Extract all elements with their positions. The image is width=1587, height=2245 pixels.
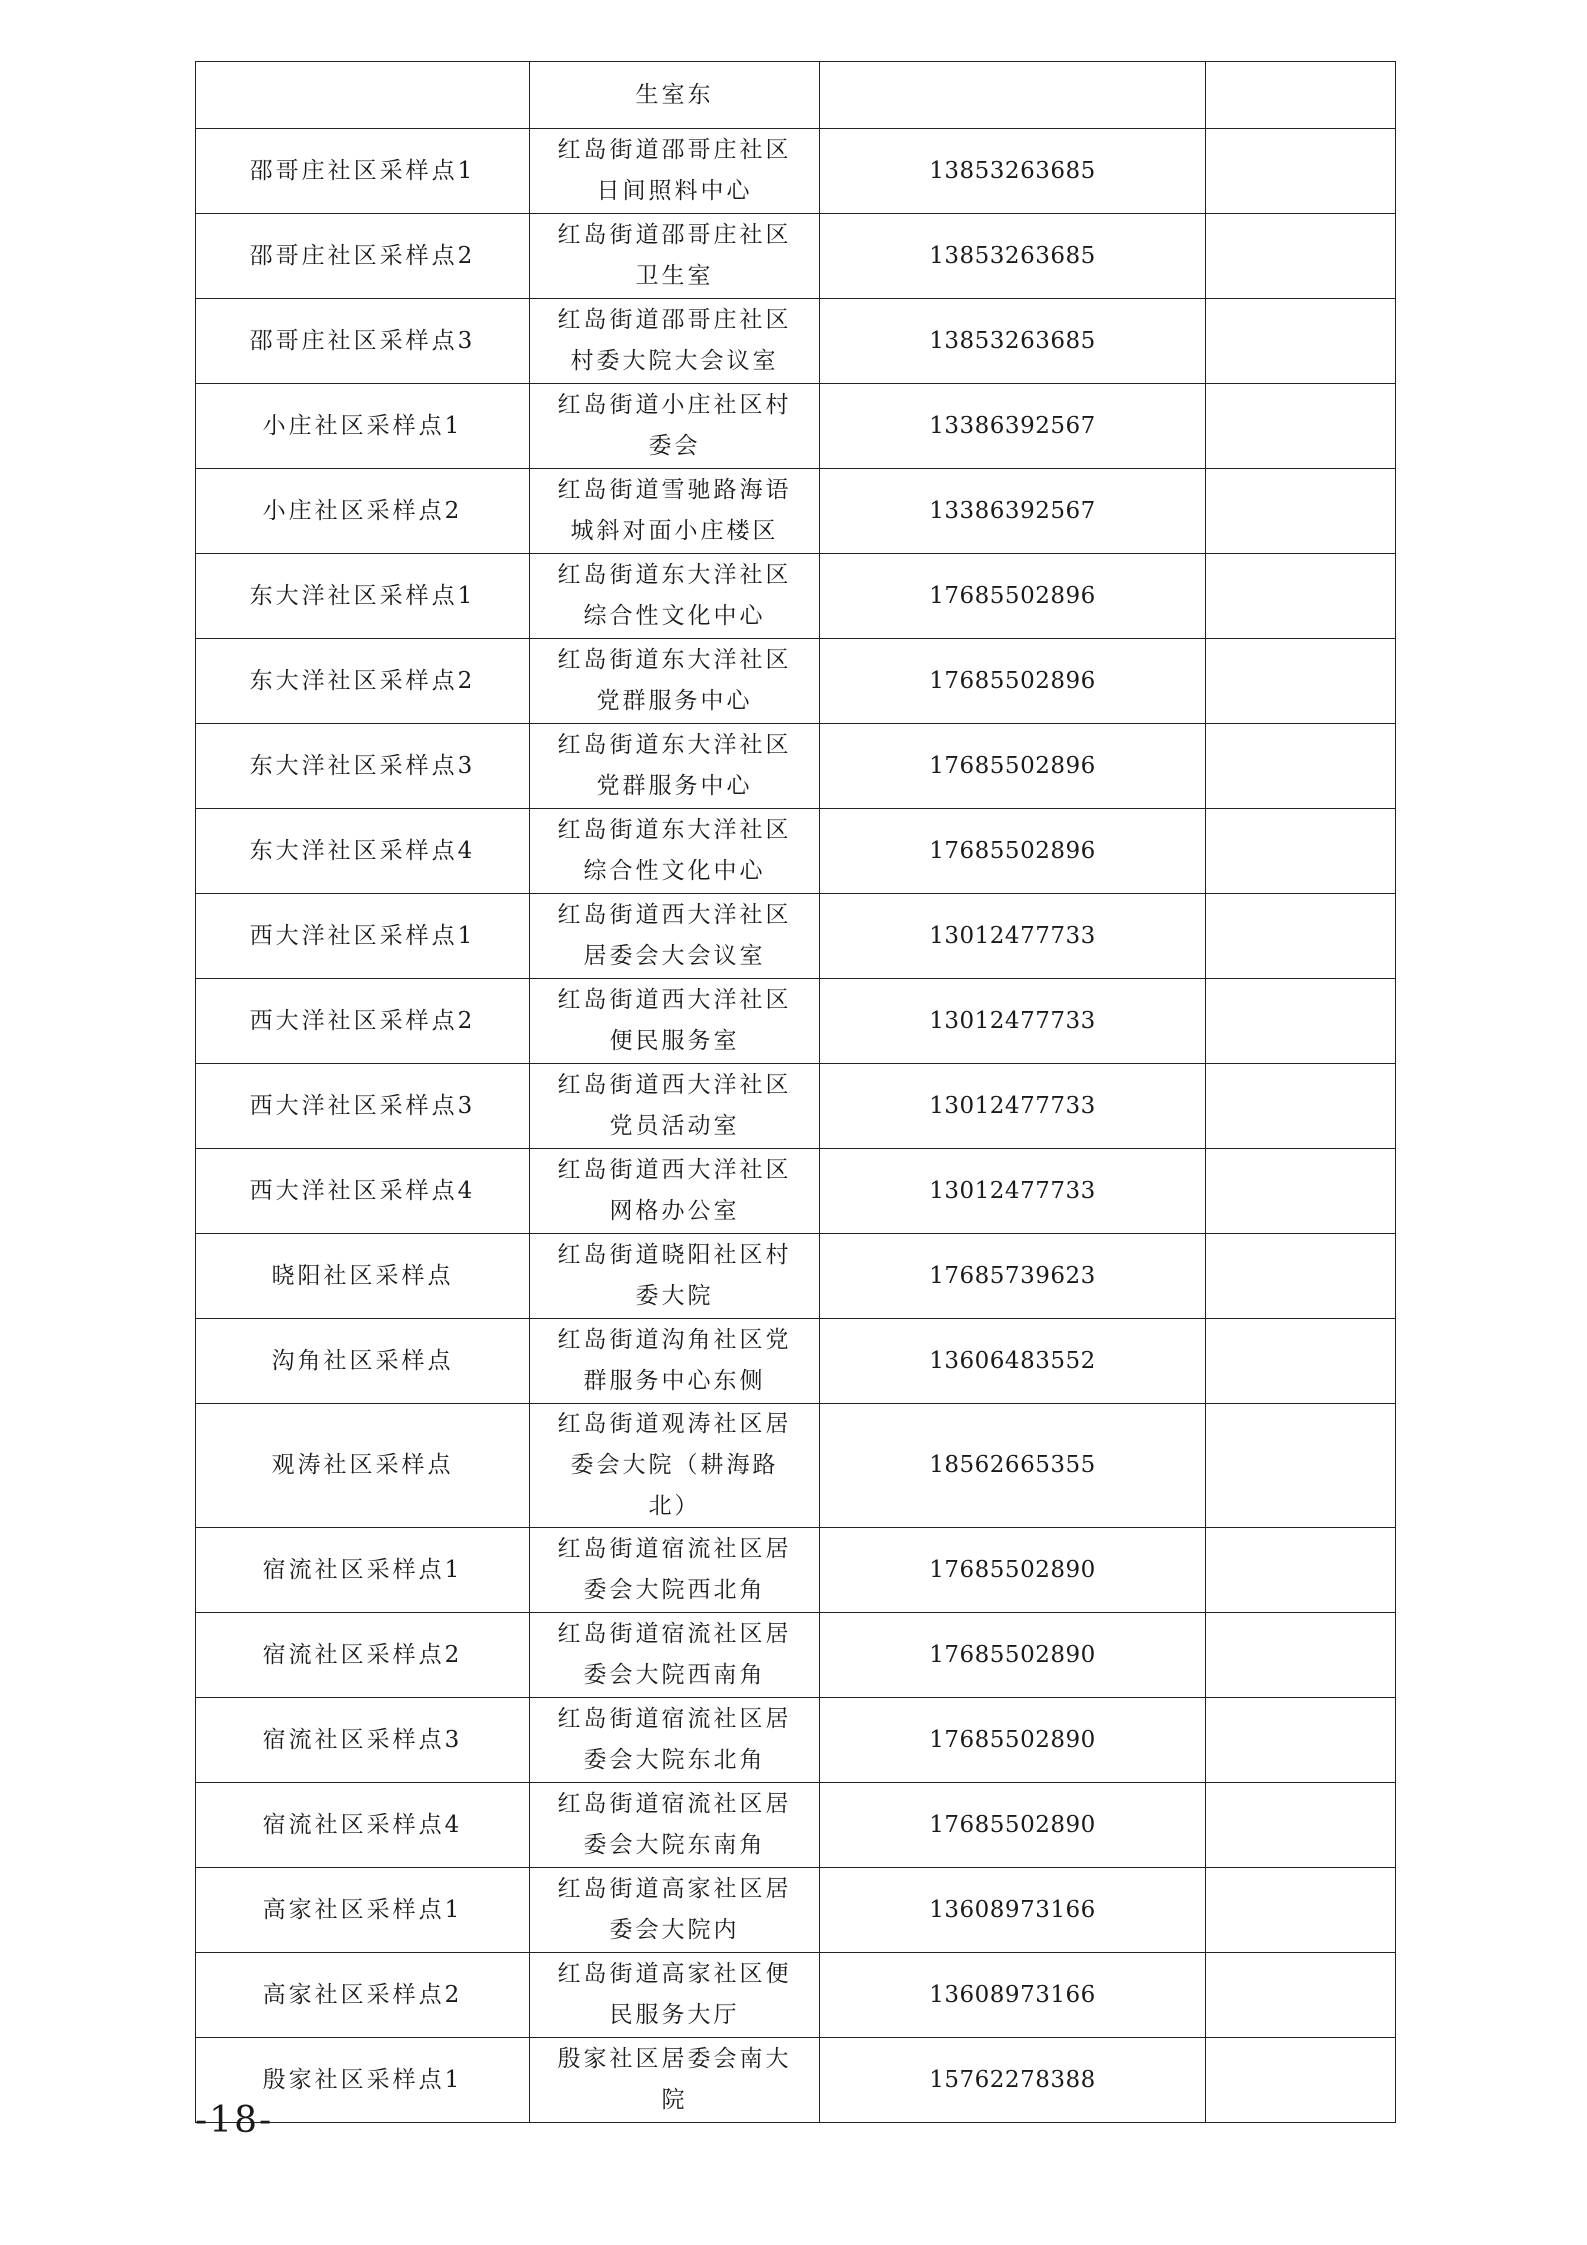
location-text: 生室东 bbox=[635, 81, 714, 108]
location-text: 红岛街道东大洋社区党群服务中心 bbox=[557, 647, 792, 714]
location-cell bbox=[530, 1953, 820, 2038]
location-text: 红岛街道沟角社区党群服务中心东侧 bbox=[557, 1327, 792, 1394]
site-name-cell: 沟角社区采样点 bbox=[196, 1319, 530, 1404]
location-text: 红岛街道宿流社区居委会大院东南角 bbox=[557, 1791, 792, 1858]
phone-cell: 17685502890 bbox=[820, 1613, 1206, 1698]
phone-cell: 13608973166 bbox=[820, 1953, 1206, 2038]
location-text: 红岛街道西大洋社区居委会大会议室 bbox=[557, 902, 792, 969]
note-cell bbox=[1206, 1953, 1396, 2038]
location-cell bbox=[530, 724, 820, 809]
phone-cell: 18562665355 bbox=[820, 1404, 1206, 1528]
table-row bbox=[196, 1613, 1396, 1698]
phone-cell: 13386392567 bbox=[820, 384, 1206, 469]
phone-cell: 13608973166 bbox=[820, 1868, 1206, 1953]
location-cell bbox=[530, 1064, 820, 1149]
location-text: 红岛街道宿流社区居委会大院西南角 bbox=[557, 1621, 792, 1688]
location-cell bbox=[530, 214, 820, 299]
location-text: 红岛街道宿流社区居委会大院西北角 bbox=[557, 1536, 792, 1603]
table-row bbox=[196, 639, 1396, 724]
location-cell bbox=[530, 129, 820, 214]
table-row bbox=[196, 2038, 1396, 2123]
location-text: 红岛街道邵哥庄社区村委大院大会议室 bbox=[557, 307, 792, 374]
location-cell bbox=[530, 1149, 820, 1234]
location-text: 红岛街道宿流社区居委会大院东北角 bbox=[557, 1706, 792, 1773]
phone-cell: 15762278388 bbox=[820, 2038, 1206, 2123]
phone-cell: 13853263685 bbox=[820, 129, 1206, 214]
site-name-cell: 西大洋社区采样点3 bbox=[196, 1064, 530, 1149]
note-cell bbox=[1206, 1528, 1396, 1613]
site-name-cell: 高家社区采样点2 bbox=[196, 1953, 530, 2038]
phone-cell: 13012477733 bbox=[820, 1064, 1206, 1149]
location-text: 红岛街道西大洋社区便民服务室 bbox=[557, 987, 792, 1054]
table-row bbox=[196, 1953, 1396, 2038]
site-name-cell: 西大洋社区采样点4 bbox=[196, 1149, 530, 1234]
note-cell bbox=[1206, 1234, 1396, 1319]
table-row bbox=[196, 214, 1396, 299]
location-cell bbox=[530, 1404, 820, 1528]
table-row bbox=[196, 1868, 1396, 1953]
table-row bbox=[196, 724, 1396, 809]
page-number: -18- bbox=[195, 2100, 274, 2141]
location-cell bbox=[530, 384, 820, 469]
note-cell bbox=[1206, 384, 1396, 469]
location-text: 红岛街道高家社区便民服务大厅 bbox=[557, 1961, 792, 2028]
site-name-cell: 宿流社区采样点4 bbox=[196, 1783, 530, 1868]
sampling-points-table bbox=[195, 61, 1396, 2123]
table-row bbox=[196, 129, 1396, 214]
note-cell bbox=[1206, 1698, 1396, 1783]
site-name-cell: 小庄社区采样点2 bbox=[196, 469, 530, 554]
table-row bbox=[196, 384, 1396, 469]
note-cell bbox=[1206, 2038, 1396, 2123]
note-cell bbox=[1206, 724, 1396, 809]
note-cell bbox=[1206, 129, 1396, 214]
site-name-cell: 宿流社区采样点2 bbox=[196, 1613, 530, 1698]
phone-cell bbox=[820, 62, 1206, 129]
location-cell bbox=[530, 62, 820, 129]
table-row bbox=[196, 809, 1396, 894]
note-cell bbox=[1206, 1783, 1396, 1868]
phone-cell: 17685502896 bbox=[820, 724, 1206, 809]
site-name-cell: 小庄社区采样点1 bbox=[196, 384, 530, 469]
sampling-points-table-container bbox=[195, 61, 1395, 2123]
site-name-cell: 西大洋社区采样点1 bbox=[196, 894, 530, 979]
phone-cell: 17685502890 bbox=[820, 1698, 1206, 1783]
site-name-cell bbox=[196, 62, 530, 129]
table-body bbox=[196, 62, 1396, 2123]
location-cell bbox=[530, 1528, 820, 1613]
location-cell bbox=[530, 979, 820, 1064]
location-text: 红岛街道东大洋社区党群服务中心 bbox=[557, 732, 792, 799]
location-text: 红岛街道西大洋社区党员活动室 bbox=[557, 1072, 792, 1139]
site-name-cell: 东大洋社区采样点3 bbox=[196, 724, 530, 809]
table-row bbox=[196, 894, 1396, 979]
location-cell bbox=[530, 809, 820, 894]
site-name-cell: 邵哥庄社区采样点3 bbox=[196, 299, 530, 384]
location-text: 红岛街道晓阳社区村委大院 bbox=[557, 1242, 792, 1309]
location-text: 红岛街道高家社区居委会大院内 bbox=[557, 1876, 792, 1943]
site-name-cell: 东大洋社区采样点4 bbox=[196, 809, 530, 894]
location-text: 红岛街道西大洋社区网格办公室 bbox=[557, 1157, 792, 1224]
phone-cell: 17685502896 bbox=[820, 554, 1206, 639]
location-text: 红岛街道东大洋社区综合性文化中心 bbox=[557, 562, 792, 629]
phone-cell: 13386392567 bbox=[820, 469, 1206, 554]
location-cell bbox=[530, 894, 820, 979]
phone-cell: 13012477733 bbox=[820, 1149, 1206, 1234]
site-name-cell: 宿流社区采样点3 bbox=[196, 1698, 530, 1783]
table-row-continued bbox=[196, 62, 1396, 129]
location-text: 红岛街道邵哥庄社区日间照料中心 bbox=[557, 137, 792, 204]
location-cell bbox=[530, 639, 820, 724]
note-cell bbox=[1206, 1064, 1396, 1149]
note-cell bbox=[1206, 894, 1396, 979]
location-cell bbox=[530, 554, 820, 639]
note-cell bbox=[1206, 979, 1396, 1064]
note-cell bbox=[1206, 1868, 1396, 1953]
note-cell bbox=[1206, 1149, 1396, 1234]
phone-cell: 17685502890 bbox=[820, 1783, 1206, 1868]
location-text: 红岛街道雪驰路海语城斜对面小庄楼区 bbox=[557, 477, 792, 544]
site-name-cell: 西大洋社区采样点2 bbox=[196, 979, 530, 1064]
phone-cell: 13853263685 bbox=[820, 299, 1206, 384]
location-cell bbox=[530, 1234, 820, 1319]
location-cell bbox=[530, 299, 820, 384]
site-name-cell: 晓阳社区采样点 bbox=[196, 1234, 530, 1319]
table-row bbox=[196, 1528, 1396, 1613]
note-cell bbox=[1206, 639, 1396, 724]
note-cell bbox=[1206, 1404, 1396, 1528]
table-row bbox=[196, 1319, 1396, 1404]
table-row bbox=[196, 1783, 1396, 1868]
note-cell bbox=[1206, 1613, 1396, 1698]
site-name-cell: 高家社区采样点1 bbox=[196, 1868, 530, 1953]
note-cell bbox=[1206, 469, 1396, 554]
phone-cell: 17685502890 bbox=[820, 1528, 1206, 1613]
location-text: 红岛街道观涛社区居委会大院（耕海路北） bbox=[557, 1411, 792, 1519]
phone-cell: 17685739623 bbox=[820, 1234, 1206, 1319]
note-cell bbox=[1206, 809, 1396, 894]
phone-cell: 17685502896 bbox=[820, 639, 1206, 724]
site-name-cell: 观涛社区采样点 bbox=[196, 1404, 530, 1528]
table-row bbox=[196, 1064, 1396, 1149]
table-row bbox=[196, 1234, 1396, 1319]
note-cell bbox=[1206, 214, 1396, 299]
location-cell bbox=[530, 1319, 820, 1404]
phone-cell: 17685502896 bbox=[820, 809, 1206, 894]
table-row bbox=[196, 469, 1396, 554]
site-name-cell: 东大洋社区采样点2 bbox=[196, 639, 530, 724]
note-cell bbox=[1206, 299, 1396, 384]
table-row bbox=[196, 979, 1396, 1064]
location-text: 红岛街道小庄社区村委会 bbox=[557, 392, 792, 459]
phone-cell: 13012477733 bbox=[820, 979, 1206, 1064]
note-cell bbox=[1206, 554, 1396, 639]
location-cell bbox=[530, 2038, 820, 2123]
location-cell bbox=[530, 1613, 820, 1698]
table-row bbox=[196, 1404, 1396, 1528]
site-name-cell: 宿流社区采样点1 bbox=[196, 1528, 530, 1613]
phone-cell: 13012477733 bbox=[820, 894, 1206, 979]
note-cell bbox=[1206, 1319, 1396, 1404]
location-text: 殷家社区居委会南大院 bbox=[557, 2046, 792, 2113]
site-name-cell: 邵哥庄社区采样点2 bbox=[196, 214, 530, 299]
location-cell bbox=[530, 1783, 820, 1868]
location-text: 红岛街道邵哥庄社区卫生室 bbox=[557, 222, 792, 289]
location-cell bbox=[530, 469, 820, 554]
location-cell bbox=[530, 1698, 820, 1783]
site-name-cell: 殷家社区采样点1 bbox=[196, 2038, 530, 2123]
phone-cell: 13853263685 bbox=[820, 214, 1206, 299]
table-row bbox=[196, 1149, 1396, 1234]
location-text: 红岛街道东大洋社区综合性文化中心 bbox=[557, 817, 792, 884]
table-row bbox=[196, 554, 1396, 639]
site-name-cell: 邵哥庄社区采样点1 bbox=[196, 129, 530, 214]
table-row bbox=[196, 1698, 1396, 1783]
table-row bbox=[196, 299, 1396, 384]
site-name-cell: 东大洋社区采样点1 bbox=[196, 554, 530, 639]
phone-cell: 13606483552 bbox=[820, 1319, 1206, 1404]
location-cell bbox=[530, 1868, 820, 1953]
note-cell bbox=[1206, 62, 1396, 129]
